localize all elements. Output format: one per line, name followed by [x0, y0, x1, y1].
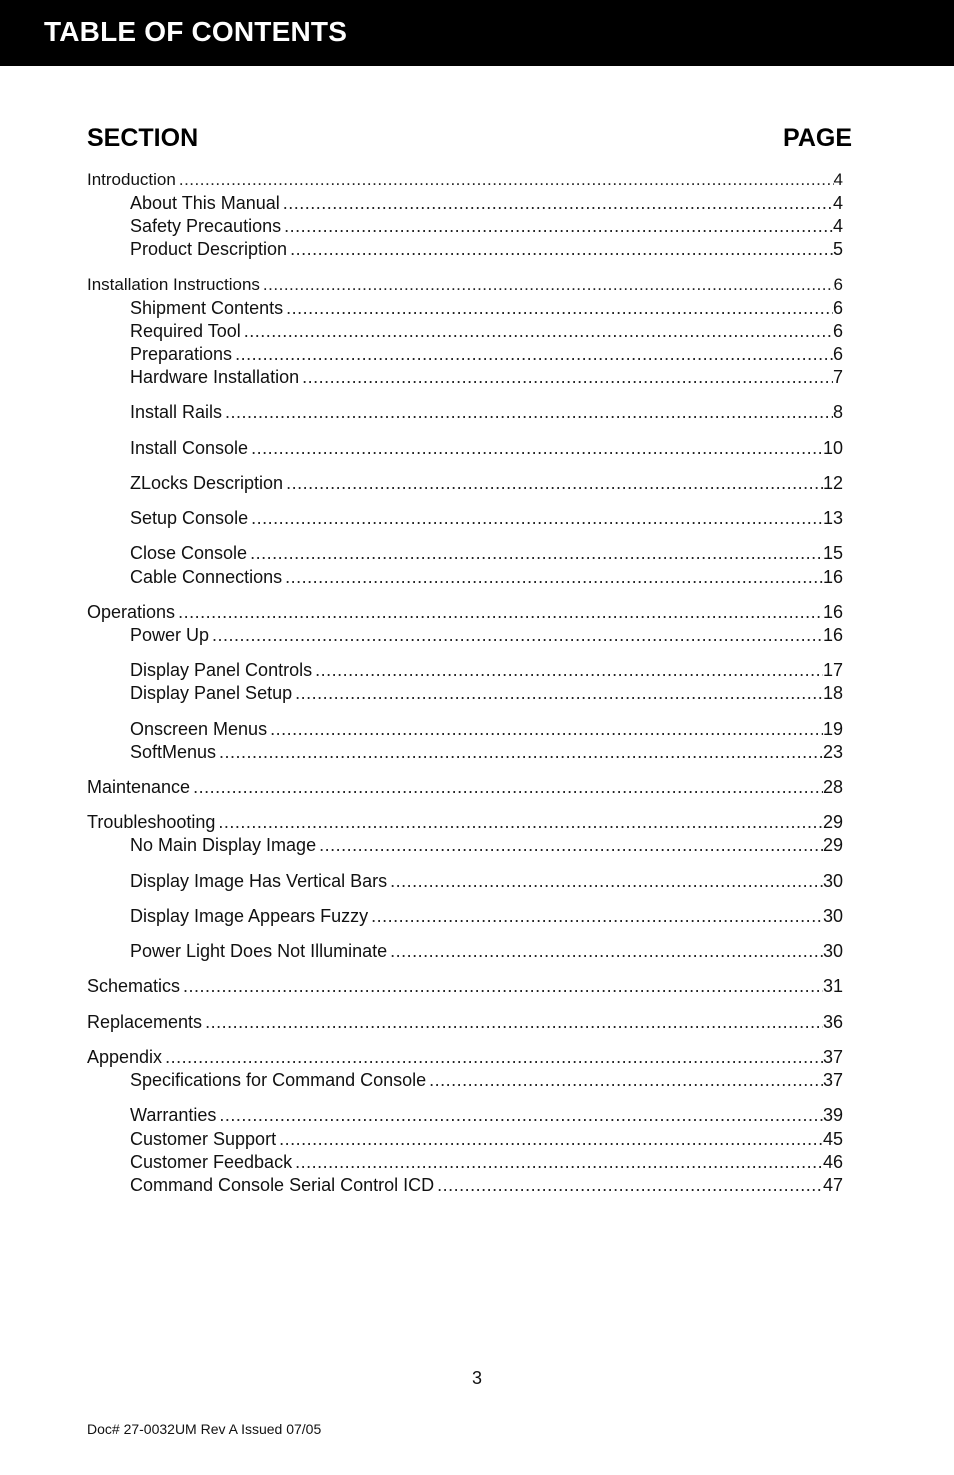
toc-entry-no-main-display-image[interactable] — [130, 834, 843, 856]
toc-entry-page: 4 — [832, 193, 843, 213]
toc-entry-page: 12 — [822, 473, 843, 493]
toc-entry-page: 15 — [822, 543, 843, 563]
page-column-header: PAGE — [783, 124, 852, 152]
dot-leader — [250, 542, 823, 564]
toc-entry-page: 18 — [822, 683, 843, 703]
toc-entry-serial-control-icd[interactable] — [130, 1174, 843, 1196]
dot-leader — [218, 811, 823, 833]
toc-entry-about-this-manual[interactable] — [130, 192, 843, 214]
toc-entry-softmenus[interactable] — [130, 741, 843, 763]
toc-entry-page: 37 — [822, 1070, 843, 1090]
toc-entry-page: 28 — [822, 777, 843, 797]
toc-entry-customer-feedback[interactable] — [130, 1151, 843, 1173]
dot-leader — [285, 566, 823, 588]
toc-entry-page: 30 — [822, 906, 843, 926]
toc-entry-product-description[interactable] — [130, 238, 843, 260]
toc-entry-label: Replacements — [87, 1012, 203, 1032]
toc-entry-label: Install Console — [130, 438, 249, 458]
toc-entry-install-console[interactable] — [130, 437, 843, 459]
toc-entry-label: Required Tool — [130, 321, 241, 341]
toc-entry-display-panel-setup[interactable] — [130, 682, 843, 704]
toc-entry-label: Installation Instructions — [87, 275, 260, 294]
toc-entry-page: 10 — [822, 438, 843, 458]
toc-entry-page: 13 — [822, 508, 843, 528]
toc-entry-page: 6 — [832, 321, 843, 341]
toc-entry-preparations[interactable] — [130, 343, 843, 365]
toc-entry-label: Schematics — [87, 976, 181, 996]
toc-entry-label: Install Rails — [130, 402, 223, 422]
toc-entry-page: 8 — [832, 402, 843, 422]
toc-entry-page: 36 — [822, 1012, 843, 1032]
section-column-header: SECTION — [87, 124, 199, 152]
dot-leader — [295, 682, 823, 704]
toc-entry-setup-console[interactable] — [130, 507, 843, 529]
dot-leader — [263, 274, 834, 296]
toc-entry-operations[interactable] — [87, 601, 843, 623]
toc-entry-page: 31 — [822, 976, 843, 996]
toc-entry-label: Safety Precautions — [130, 216, 282, 236]
toc-entry-page: 5 — [832, 239, 843, 259]
toc-entry-page: 4 — [833, 170, 843, 189]
toc-entry-page: 16 — [822, 567, 843, 587]
toc-entry-label: SoftMenus — [130, 742, 217, 762]
dot-leader — [244, 320, 833, 342]
dot-leader — [235, 343, 833, 365]
toc-entry-page: 30 — [822, 941, 843, 961]
toc-entry-schematics[interactable] — [87, 975, 843, 997]
toc-entry-label: Preparations — [130, 344, 233, 364]
dot-leader — [390, 870, 823, 892]
toc-entry-required-tool[interactable] — [130, 320, 843, 342]
document-id: Doc# 27-0032UM Rev A Issued 07/05 — [87, 1421, 322, 1437]
dot-leader — [290, 238, 833, 260]
toc-entry-page: 16 — [822, 602, 843, 622]
toc-entry-cable-connections[interactable] — [130, 566, 843, 588]
toc-entry-label: Cable Connections — [130, 567, 283, 587]
toc-entry-page: 6 — [832, 344, 843, 364]
dot-leader — [284, 215, 833, 237]
toc-entry-label: Close Console — [130, 543, 248, 563]
toc-entry-shipment-contents[interactable] — [130, 297, 843, 319]
dot-leader — [179, 169, 834, 191]
toc-entry-label: ZLocks Description — [130, 473, 284, 493]
dot-leader — [193, 776, 823, 798]
toc-entry-label: Troubleshooting — [87, 812, 216, 832]
toc-entry-appendix[interactable] — [87, 1046, 843, 1068]
toc-entry-safety-precautions[interactable] — [130, 215, 843, 237]
dot-leader — [286, 472, 823, 494]
toc-entry-page: 7 — [832, 367, 843, 387]
toc-entry-label: Introduction — [87, 170, 176, 189]
page-title: TABLE OF CONTENTS — [44, 16, 348, 47]
table-of-contents — [87, 0, 843, 1475]
toc-entry-warranties[interactable] — [130, 1104, 843, 1126]
dot-leader — [315, 659, 823, 681]
toc-entry-page: 17 — [822, 660, 843, 680]
dot-leader — [225, 401, 833, 423]
toc-entry-label: Display Image Appears Fuzzy — [130, 906, 369, 926]
toc-entry-installation-instructions[interactable] — [87, 274, 843, 296]
dot-leader — [251, 437, 823, 459]
dot-leader — [183, 975, 823, 997]
dot-leader — [283, 192, 833, 214]
toc-entry-label: Display Panel Setup — [130, 683, 293, 703]
toc-entry-label: Appendix — [87, 1047, 163, 1067]
toc-entry-close-console[interactable] — [130, 542, 843, 564]
toc-entry-label: Shipment Contents — [130, 298, 284, 318]
toc-entry-specifications[interactable] — [130, 1069, 843, 1091]
toc-entry-label: Display Image Has Vertical Bars — [130, 871, 388, 891]
toc-entry-power-up[interactable] — [130, 624, 843, 646]
toc-entry-label: Warranties — [130, 1105, 217, 1125]
toc-entry-page: 29 — [822, 835, 843, 855]
dot-leader — [219, 1104, 823, 1126]
toc-entry-page: 16 — [822, 625, 843, 645]
dot-leader — [371, 905, 823, 927]
toc-entry-onscreen-menus[interactable] — [130, 718, 843, 740]
toc-entry-label: Maintenance — [87, 777, 191, 797]
toc-entry-vertical-bars[interactable] — [130, 870, 843, 892]
toc-entry-introduction[interactable] — [87, 169, 843, 191]
dot-leader — [319, 834, 823, 856]
dot-leader — [390, 940, 823, 962]
toc-entry-label: About This Manual — [130, 193, 280, 213]
toc-entry-label: Setup Console — [130, 508, 249, 528]
dot-leader — [286, 297, 833, 319]
toc-entry-label: Customer Support — [130, 1129, 277, 1149]
dot-leader — [437, 1174, 823, 1196]
toc-entry-label: Display Panel Controls — [130, 660, 313, 680]
toc-entry-troubleshooting[interactable] — [87, 811, 843, 833]
dot-leader — [205, 1011, 823, 1033]
toc-entry-label: Specifications for Command Console — [130, 1070, 427, 1090]
dot-leader — [295, 1151, 823, 1173]
toc-entry-page: 4 — [832, 216, 843, 236]
toc-entry-customer-support[interactable] — [130, 1128, 843, 1150]
toc-entry-page: 46 — [822, 1152, 843, 1172]
page-number: 3 — [471, 1368, 482, 1388]
toc-entry-page: 6 — [832, 298, 843, 318]
toc-entry-page: 37 — [822, 1047, 843, 1067]
toc-entry-label: No Main Display Image — [130, 835, 317, 855]
toc-entry-page: 45 — [822, 1129, 843, 1149]
toc-entry-label: Onscreen Menus — [130, 719, 268, 739]
toc-entry-page: 39 — [822, 1105, 843, 1125]
toc-entry-appears-fuzzy[interactable] — [130, 905, 843, 927]
dot-leader — [302, 366, 833, 388]
toc-entry-zlocks-description[interactable] — [130, 472, 843, 494]
dot-leader — [178, 601, 823, 623]
toc-entry-page: 6 — [833, 275, 843, 294]
toc-entry-label: Product Description — [130, 239, 288, 259]
toc-entry-page: 23 — [822, 742, 843, 762]
toc-entry-label: Customer Feedback — [130, 1152, 293, 1172]
dot-leader — [270, 718, 823, 740]
dot-leader — [212, 624, 823, 646]
toc-entry-label: Operations — [87, 602, 176, 622]
dot-leader — [251, 507, 823, 529]
toc-entry-page: 19 — [822, 719, 843, 739]
dot-leader — [429, 1069, 823, 1091]
toc-entry-maintenance[interactable] — [87, 776, 843, 798]
toc-entry-install-rails[interactable] — [130, 401, 843, 423]
toc-entry-power-light[interactable] — [130, 940, 843, 962]
dot-leader — [165, 1046, 823, 1068]
toc-entry-page: 29 — [822, 812, 843, 832]
dot-leader — [219, 741, 823, 763]
toc-entry-page: 30 — [822, 871, 843, 891]
toc-entry-label: Power Up — [130, 625, 210, 645]
toc-entry-label: Power Light Does Not Illuminate — [130, 941, 388, 961]
toc-entry-display-panel-controls[interactable] — [130, 659, 843, 681]
dot-leader — [279, 1128, 823, 1150]
toc-entry-replacements[interactable] — [87, 1011, 843, 1033]
toc-entry-hardware-installation[interactable] — [130, 366, 843, 388]
toc-entry-label: Command Console Serial Control ICD — [130, 1175, 435, 1195]
toc-entry-page: 47 — [822, 1175, 843, 1195]
toc-entry-label: Hardware Installation — [130, 367, 300, 387]
